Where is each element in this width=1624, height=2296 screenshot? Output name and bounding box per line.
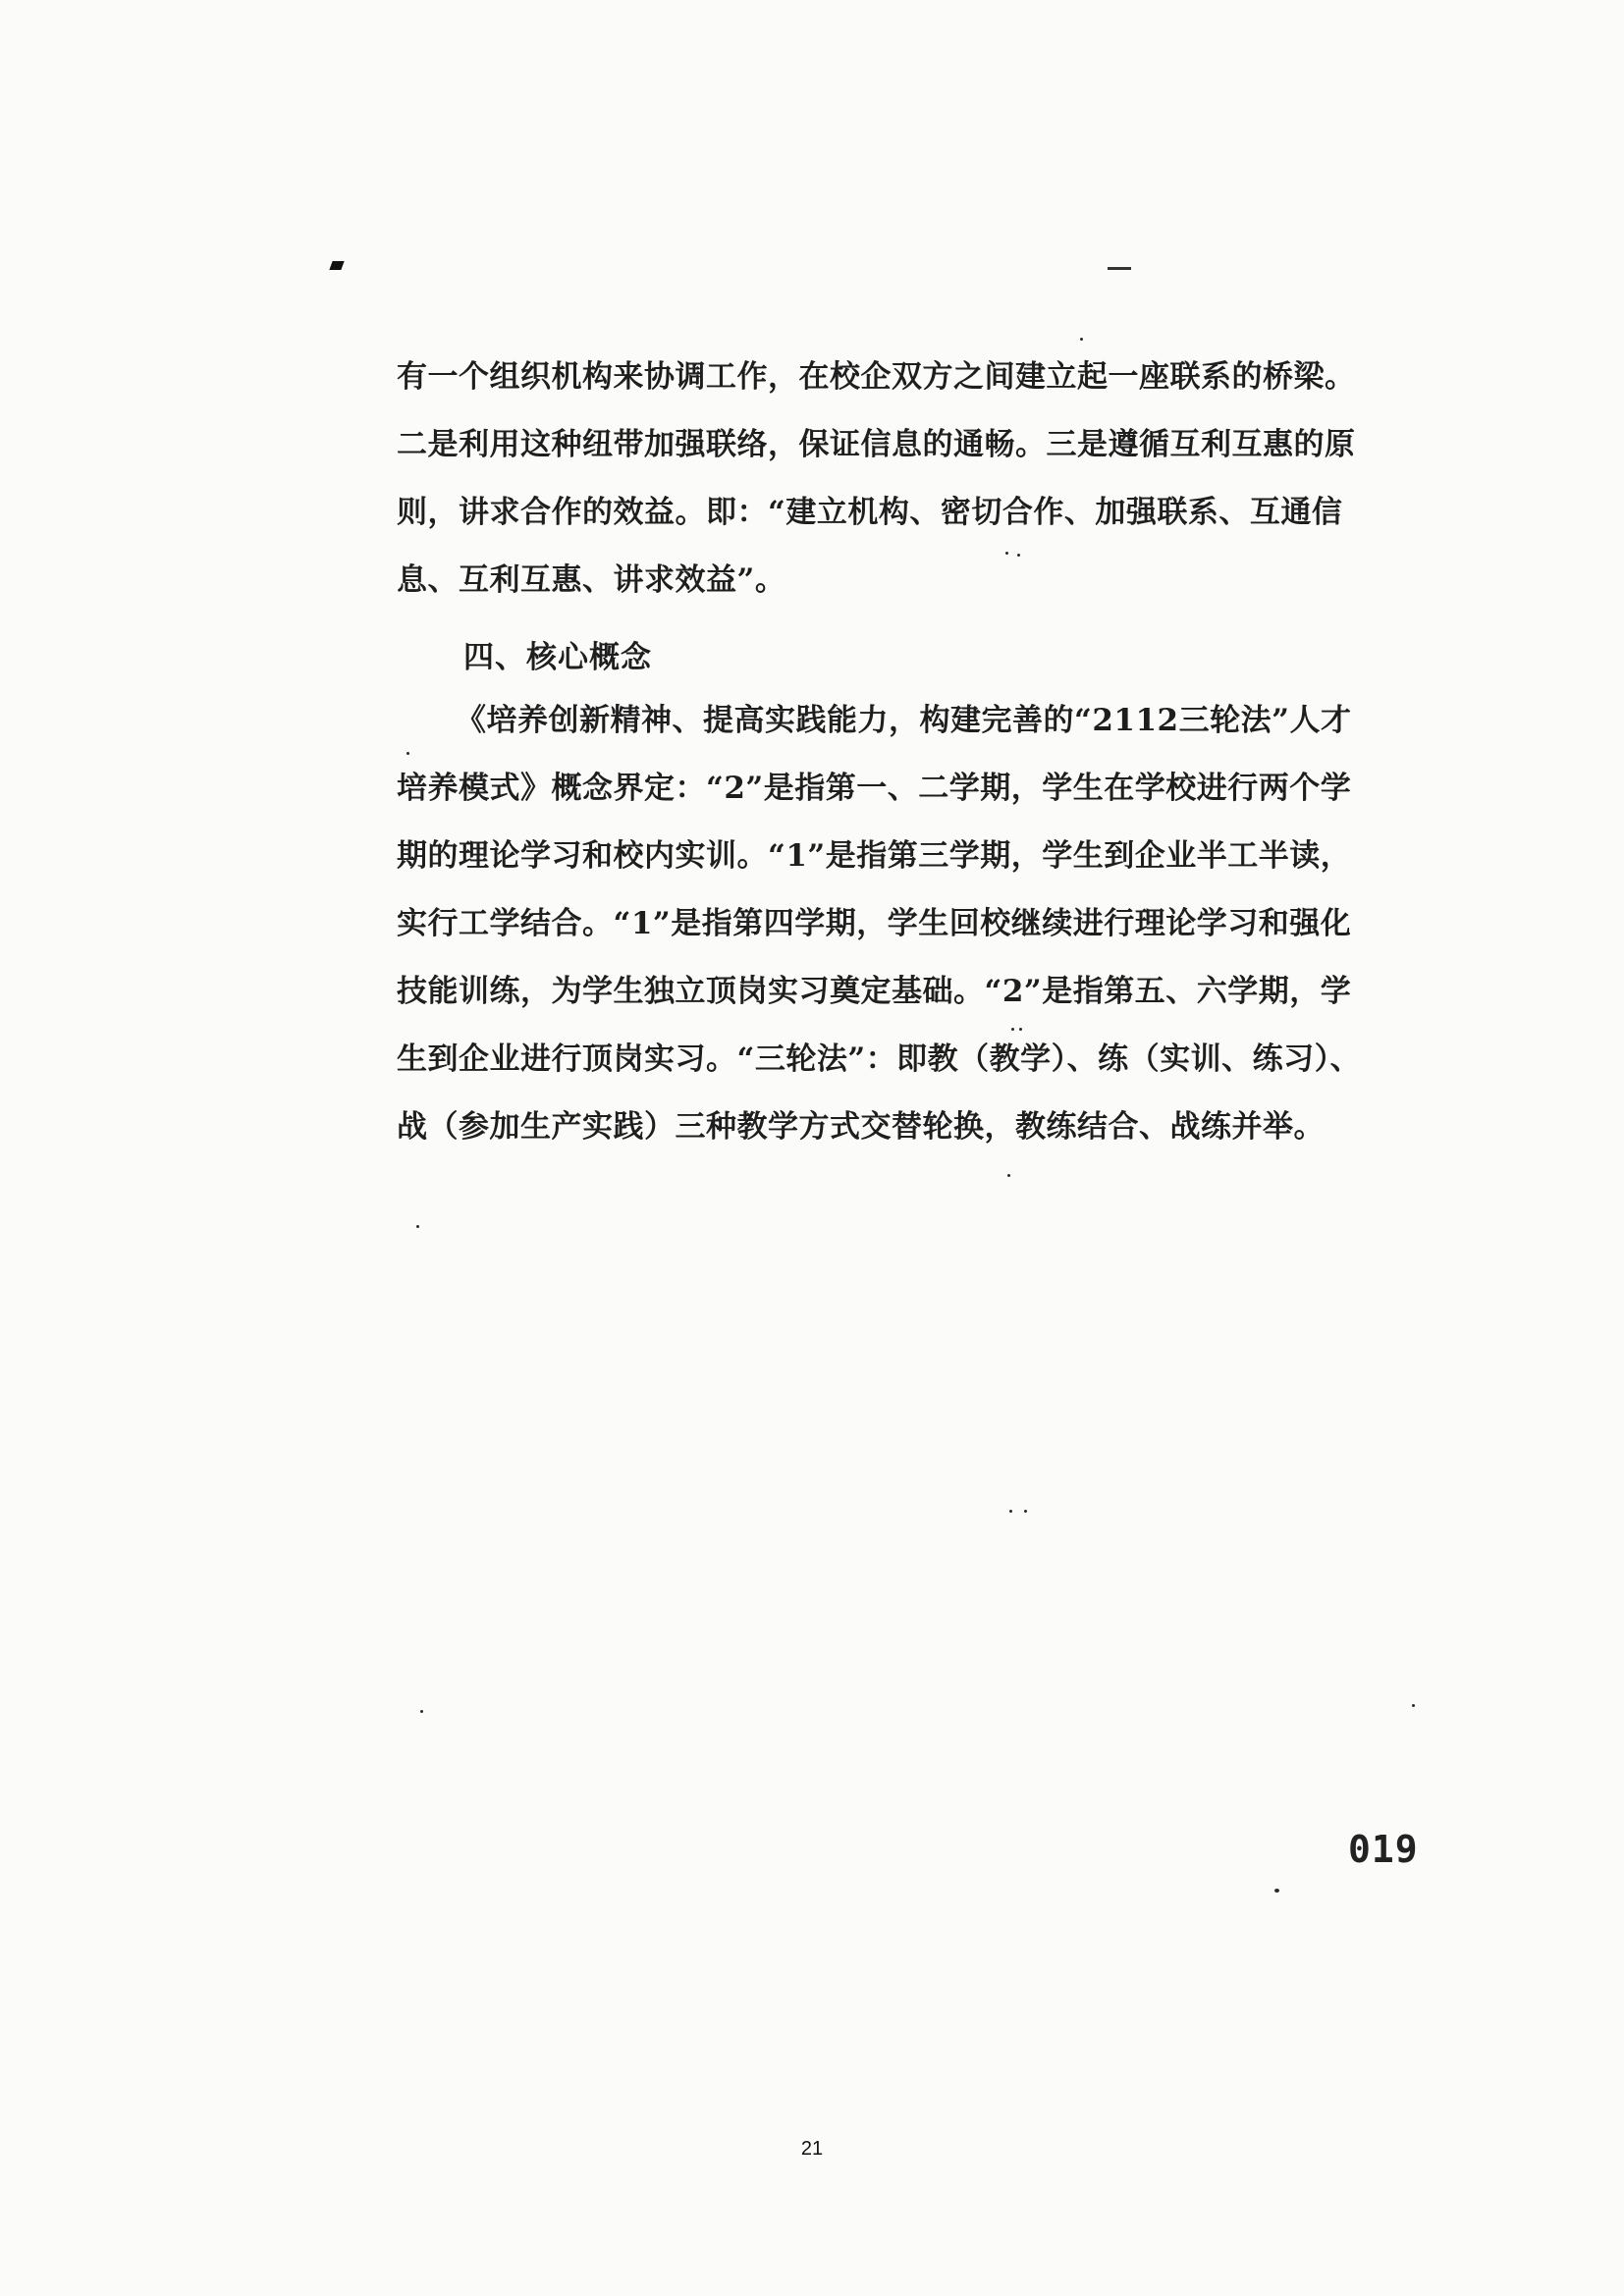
text-line: 有一个组织机构来协调工作，在校企双方之间建立起一座联系的桥梁。 (397, 359, 1356, 395)
section-heading: 四、核心概念 (463, 640, 652, 675)
scan-speck (1274, 1889, 1279, 1893)
scan-speck (1412, 1704, 1415, 1707)
text-line: 实行工学结合。“1”是指第四学期，学生回校继续进行理论学习和强化 (397, 906, 1352, 941)
paragraph-1 (397, 355, 1356, 626)
paragraph-2 (397, 699, 1362, 1173)
text-line: 则，讲求合作的效益。即：“建立机构、密切合作、加强联系、互通信 (397, 495, 1343, 530)
text-line: 期的理论学习和校内实训。“1”是指第三学期，学生到企业半工半读， (397, 838, 1352, 874)
scanned-page-number: 019 (1348, 1828, 1419, 1871)
text-line: 二是利用这种纽带加强联络，保证信息的通畅。三是遵循互利互惠的原 (397, 427, 1356, 462)
text-line: 生到企业进行顶岗实习。“三轮法”：即教（教学）、练（实训、练习）、 (397, 1041, 1362, 1077)
page-number: 21 (800, 2138, 824, 2160)
scan-speck (416, 1225, 419, 1228)
scan-speck (1080, 338, 1083, 341)
text-line: 息、互利互惠、讲求效益”。 (397, 562, 786, 598)
scan-speck (1007, 1174, 1010, 1177)
text-line: 《培养创新精神、提高实践能力，构建完善的“2112三轮法”人才 (456, 703, 1352, 738)
scan-speck (1024, 1510, 1027, 1513)
scan-speck (1009, 1510, 1012, 1513)
scan-speck (420, 1710, 423, 1713)
text-line: 技能训练，为学生独立顶岗实习奠定基础。“2”是指第五、六学期，学 (397, 974, 1352, 1009)
text-line: 战（参加生产实践）三种教学方式交替轮换，教练结合、战练并举。 (397, 1109, 1325, 1145)
scan-mark (329, 261, 344, 270)
text-line: 培养模式》概念界定：“2”是指第一、二学期，学生在学校进行两个学 (397, 771, 1352, 806)
scan-dash (1108, 267, 1131, 270)
